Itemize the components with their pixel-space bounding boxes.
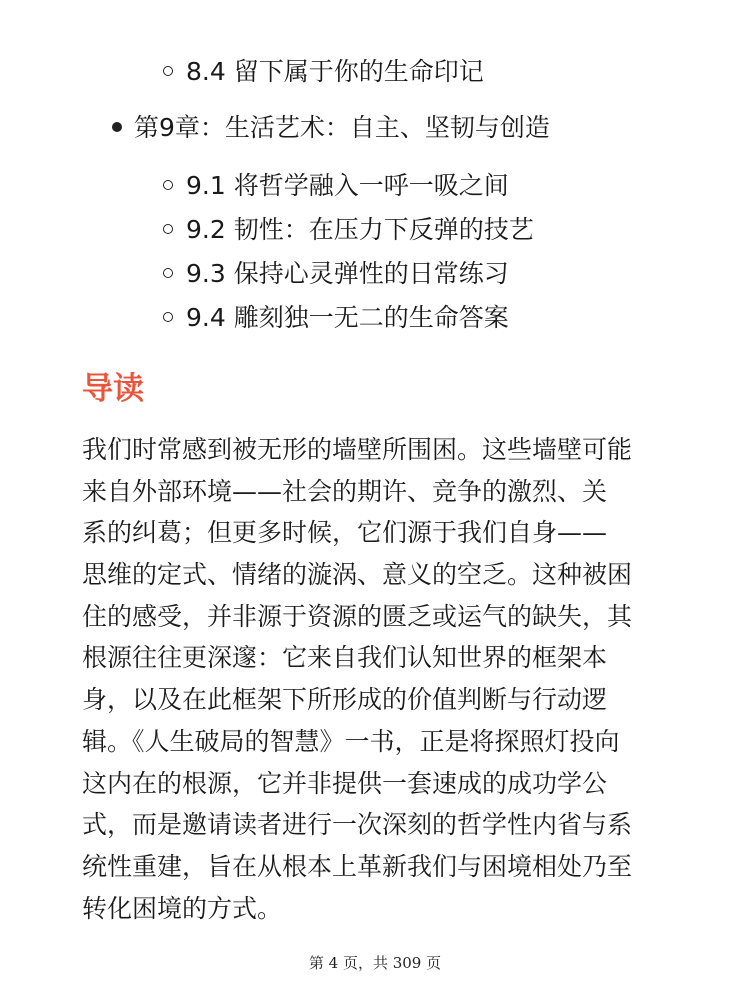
toc-sub-item-number: 9.1	[186, 171, 226, 200]
paragraph-line: 统性重建，旨在从根本上革新我们与困境相处乃至	[82, 851, 633, 881]
toc-chapter-9	[112, 108, 550, 148]
hollow-circle-bullet-icon	[163, 224, 173, 234]
hollow-circle-bullet-icon	[163, 66, 173, 76]
toc-sub-item-number: 9.3	[186, 259, 226, 288]
paragraph-line: 身，以及在此框架下所形成的价值判断与行动逻	[82, 685, 608, 715]
toc-chapter-title: 第9章：生活艺术：自主、坚韧与创造	[134, 113, 550, 142]
toc-sub-item-number: 8.4	[186, 57, 226, 86]
filled-circle-bullet-icon	[112, 122, 122, 132]
section-heading: 导读	[82, 371, 144, 407]
toc-sub-item-9-4	[163, 298, 509, 338]
paragraph-line: 转化困境的方式。	[82, 893, 283, 923]
toc-sub-item-title: 将哲学融入一呼一吸之间	[233, 171, 509, 200]
toc-sub-item-title: 留下属于你的生命印记	[233, 57, 484, 86]
paragraph-line: 思维的定式、情绪的漩涡、意义的空乏。这种被困	[82, 560, 633, 590]
toc-sub-item-title: 保持心灵弹性的日常练习	[233, 259, 509, 288]
toc-sub-item-9-1	[163, 166, 509, 206]
toc-sub-item-9-2	[163, 210, 534, 250]
hollow-circle-bullet-icon	[163, 268, 173, 278]
hollow-circle-bullet-icon	[163, 180, 173, 190]
paragraph-line: 辑。《人生破局的智慧》一书，正是将探照灯投向	[82, 726, 620, 756]
toc-sub-item-number: 9.4	[186, 303, 226, 332]
page-footer: 第 4 页，共 309 页	[308, 954, 442, 972]
hollow-circle-bullet-icon	[163, 312, 173, 322]
paragraph-line: 我们时常感到被无形的墙壁所围困。这些墙壁可能	[82, 435, 633, 464]
paragraph-line: 系的纠葛；但更多时候，它们源于我们自身——	[82, 518, 608, 548]
paragraph-line: 这内在的根源，它并非提供一套速成的成功学公	[82, 768, 608, 798]
intro-paragraph	[82, 429, 672, 929]
toc-sub-item-title: 韧性：在压力下反弹的技艺	[233, 215, 534, 244]
paragraph-line: 来自外部环境——社会的期许、竞争的激烈、关	[82, 476, 608, 506]
toc-sub-item-title: 雕刻独一无二的生命答案	[233, 303, 509, 332]
toc-sub-item-9-3	[163, 254, 509, 294]
toc-sub-item-number: 9.2	[186, 215, 226, 244]
paragraph-line: 式，而是邀请读者进行一次深刻的哲学性内省与系	[82, 810, 633, 840]
toc-sub-item-8-4	[163, 52, 484, 92]
paragraph-line: 根源往往更深邃：它来自我们认知世界的框架本	[82, 643, 608, 673]
paragraph-line: 住的感受，并非源于资源的匮乏或运气的缺失，其	[82, 601, 633, 631]
